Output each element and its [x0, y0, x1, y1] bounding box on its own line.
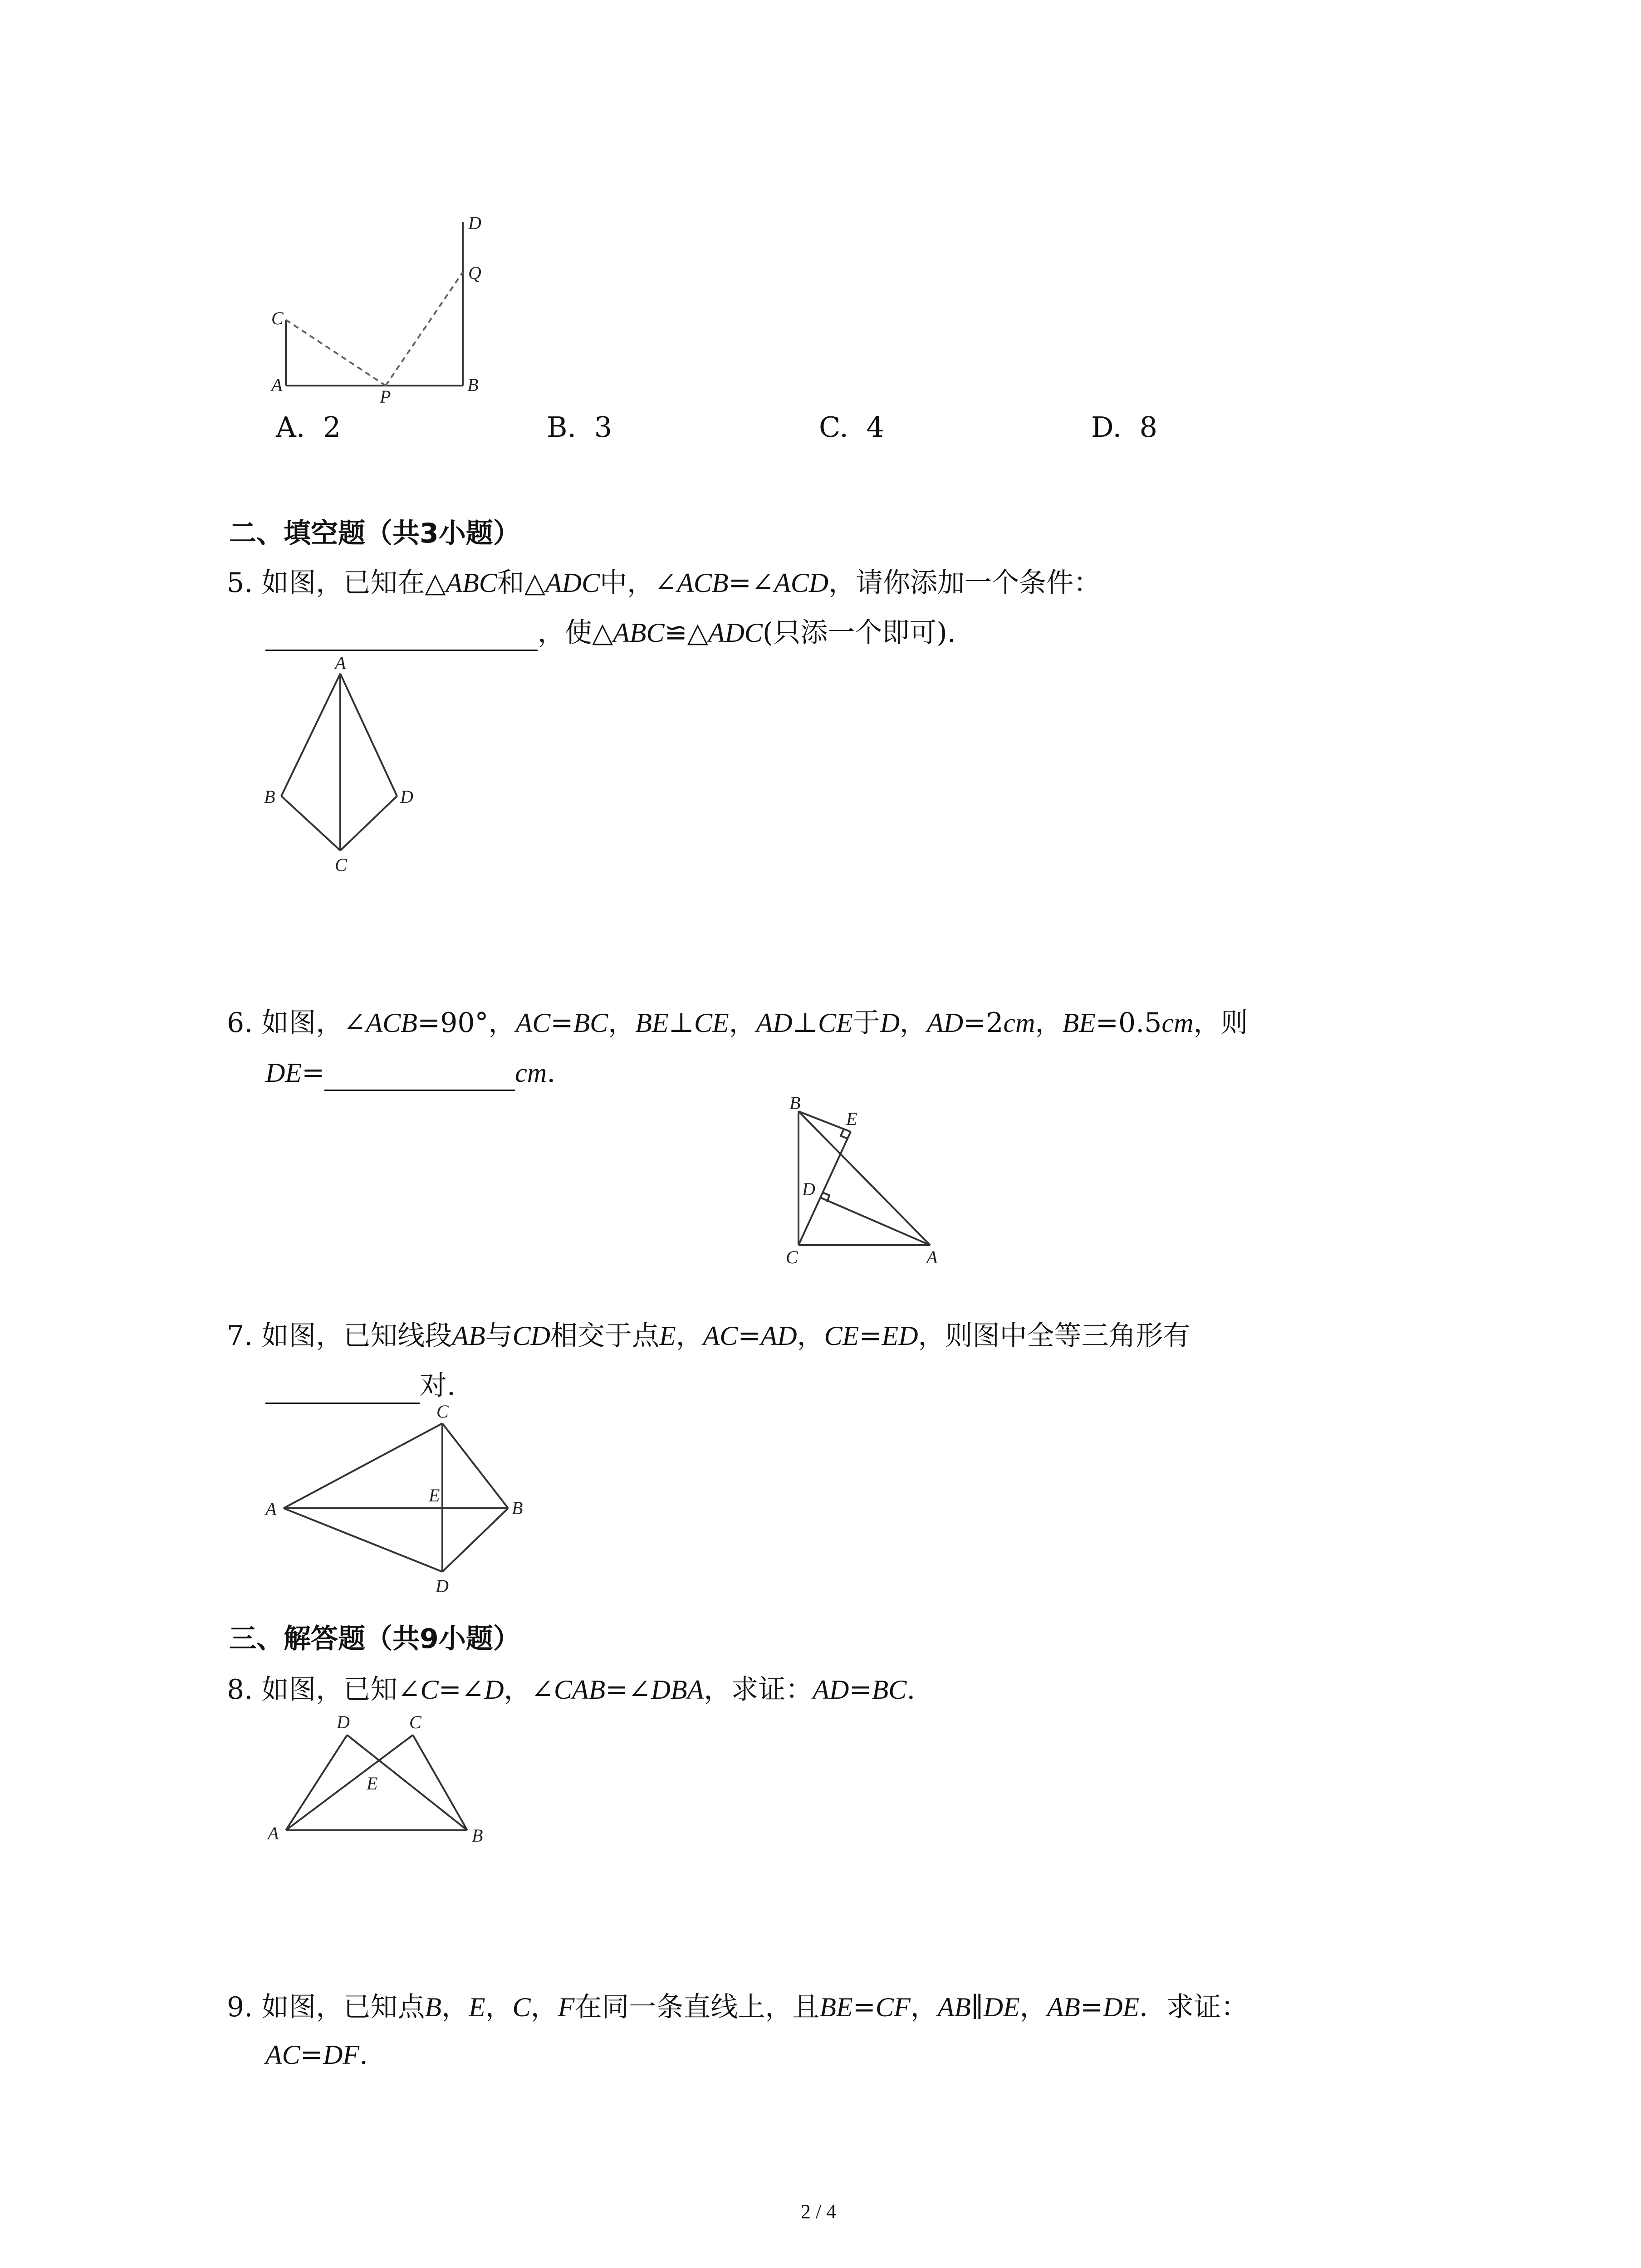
- q7-label-b: B: [512, 1498, 523, 1518]
- q8-segment-bc: [413, 1735, 467, 1830]
- q5-segment-bc: [281, 796, 340, 850]
- q8-segment-ad: [286, 1735, 347, 1830]
- q5-segment-dc: [340, 796, 397, 850]
- page-number: 2 / 4: [801, 2200, 837, 2223]
- q6-label-c: C: [786, 1247, 798, 1267]
- q5-line-1: 5. 如图，已知在△ABC和△ADC中，∠ACB=∠ACD，请你添加一个条件：: [227, 567, 1101, 599]
- q5-segment-ad: [340, 674, 397, 796]
- q6-line-1: 6. 如图，∠ACB=90°，AC=BC，BE⊥CE，AD⊥CE于D，AD=2cm，BE=0.5cm，则: [227, 1007, 1248, 1039]
- q5-segment-ab: [281, 674, 340, 796]
- q4-figure: [254, 209, 508, 417]
- q6-segment-be: [798, 1111, 851, 1132]
- q7-label-d: D: [436, 1576, 449, 1596]
- q6-figure: [771, 1089, 962, 1279]
- q7-figure: [254, 1397, 544, 1606]
- q7-segment-cb: [442, 1423, 508, 1508]
- q5-line-2: ，使△ABC≌△ADC(只添一个即可).: [265, 615, 956, 651]
- q4-segment-pq: [386, 272, 463, 386]
- q8-label-d: D: [337, 1712, 350, 1732]
- q6-label-d: D: [802, 1179, 815, 1199]
- q8-line-1: 8. 如图，已知∠C=∠D，∠CAB=∠DBA，求证：AD=BC.: [227, 1674, 916, 1706]
- q5-figure: [254, 644, 426, 880]
- q8-figure: [254, 1710, 508, 1860]
- q5-label-d: D: [400, 787, 413, 807]
- q4-option-c: C. 4: [819, 411, 884, 444]
- q8-label-e: E: [367, 1773, 378, 1794]
- q4-segment-cp: [286, 320, 386, 386]
- q5-label-c: C: [335, 855, 347, 875]
- q4-label-d: D: [468, 213, 481, 233]
- q4-label-a: A: [271, 375, 283, 395]
- q7-segment-ad: [284, 1508, 442, 1572]
- q6-label-b: B: [789, 1093, 801, 1113]
- q7-line-1: 7. 如图，已知线段AB与CD相交于点E，AC=AD，CE=ED，则图中全等三角形有: [227, 1320, 1190, 1352]
- q4-label-c: C: [271, 308, 284, 328]
- q4-label-p: P: [380, 386, 391, 407]
- q4-option-a: A. 2: [276, 411, 341, 444]
- q9-line-1: 9. 如图，已知点B，E，C，F在同一条直线上，且BE=CF，AB∥DE，AB=DE．求证：: [227, 1991, 1249, 2023]
- q8-label-b: B: [472, 1825, 483, 1846]
- q8-segment-bd: [347, 1735, 467, 1830]
- q6-answer-blank[interactable]: [324, 1061, 515, 1091]
- section-heading-solutions: 三、解答题（共9小题）: [229, 1623, 520, 1655]
- q8-label-a: A: [268, 1823, 279, 1843]
- q7-label-c: C: [436, 1401, 449, 1422]
- q6-label-e: E: [846, 1109, 857, 1129]
- q7-segment-ac: [284, 1423, 442, 1508]
- q7-segment-db: [442, 1508, 508, 1572]
- section-heading-fill-in: 二、填空题（共3小题）: [229, 518, 520, 549]
- q8-label-c: C: [409, 1712, 421, 1732]
- q7-label-e: E: [429, 1485, 440, 1505]
- q4-option-d: D. 8: [1091, 411, 1158, 444]
- q7-label-a: A: [265, 1499, 277, 1519]
- q6-label-a: A: [926, 1247, 938, 1267]
- q5-label-b: B: [264, 787, 275, 807]
- q4-label-b: B: [467, 375, 479, 395]
- q6-line-2: DE= cm.: [265, 1055, 555, 1091]
- q6-segment-ba: [798, 1111, 930, 1245]
- q4-label-q: Q: [468, 263, 481, 283]
- q9-line-2: AC=DF.: [265, 2039, 368, 2071]
- q5-label-a: A: [335, 653, 346, 673]
- q6-segment-ad: [820, 1198, 930, 1245]
- q7-line-2: 对.: [265, 1368, 456, 1404]
- q4-option-b: B. 3: [547, 411, 612, 444]
- q8-segment-ac: [286, 1735, 413, 1830]
